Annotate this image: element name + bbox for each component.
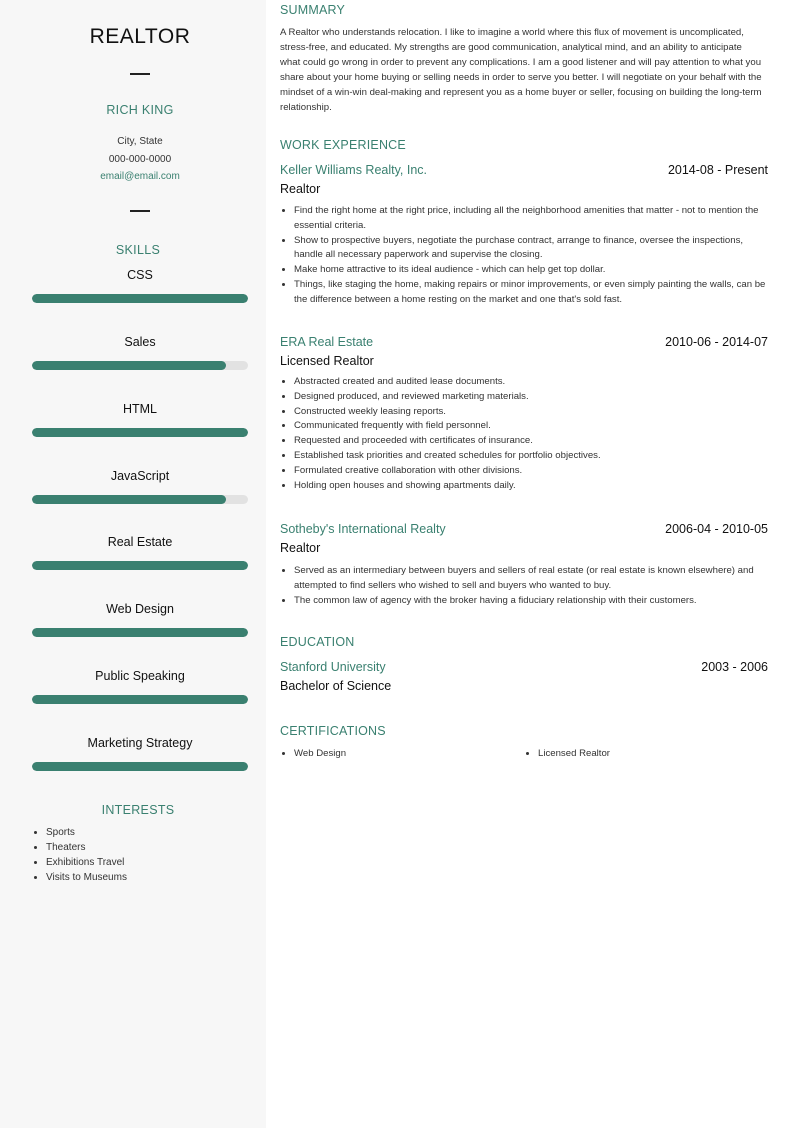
skill-name: HTML <box>122 402 158 416</box>
interests-heading: INTERESTS <box>101 803 175 817</box>
skills-heading: SKILLS <box>115 243 161 257</box>
work-experience-heading: WORK EXPERIENCE <box>280 138 406 152</box>
summary-heading: SUMMARY <box>280 3 346 17</box>
person-name: RICH KING <box>106 103 174 117</box>
list-item: • Things, like staging the home, making repairs or minor improvements, or even simply painting the walls, can be the difference between a home resting on the market and one that's sold fast. <box>294 278 768 308</box>
skill-bar <box>32 294 248 303</box>
skill-name: CSS <box>127 268 153 282</box>
job-role: Realtor <box>280 541 321 555</box>
divider <box>130 210 150 212</box>
list-item: • Served as an intermediary between buyers and sellers of real estate (or real estate is known elsewhere) and attempted to find sellers who wished to sell and buyers who wanted to buy. <box>294 564 768 594</box>
skill-bar <box>32 361 248 370</box>
list-item: • Show to prospective buyers, negotiate the purchase contract, arrange to finance, oversee the inspections, handle all necessary paperwork and supervise the closing. <box>294 234 768 264</box>
skill-bar-fill <box>32 695 248 704</box>
job-role: Licensed Realtor <box>280 354 374 368</box>
summary-text: A Realtor who understands relocation. I like to imagine a world where this flux of movement is uncomplicated, stress-free, and educated. My strengths are good communication, analytical mind, and an ability to anticipate what could go wrong in order to prevent any complications. I am a good listener and will pay attention to what you share about your home buying or selling needs in order to serve you better. I will negotiate on your behalf with the mindset of a win-win deal-making and represent you as a home buyer or seller, focusing on building the long-term relationship. <box>280 27 762 113</box>
job-bullets <box>294 204 768 308</box>
skill-item <box>32 402 248 416</box>
job-dates: 2006-04 - 2010-05 <box>665 522 768 536</box>
divider <box>130 73 150 75</box>
certifications-list <box>294 748 346 759</box>
skill-name: Real Estate <box>107 535 173 549</box>
list-item: • Constructed weekly leasing reports. <box>294 405 768 420</box>
job-dates: 2010-06 - 2014-07 <box>665 335 768 349</box>
list-item: • Web Design <box>294 748 346 759</box>
skill-name: Sales <box>124 335 156 349</box>
skill-bar <box>32 428 248 437</box>
skill-bar-fill <box>32 762 248 771</box>
certifications-list <box>538 748 610 759</box>
skill-bar-fill <box>32 294 248 303</box>
skill-bar-fill <box>32 495 226 504</box>
contact-phone: 000-000-0000 <box>108 154 172 165</box>
education-school: Stanford University <box>280 660 386 674</box>
contact-location: City, State <box>117 136 163 147</box>
job-role: Realtor <box>280 182 321 196</box>
list-item: • Exhibitions Travel <box>46 856 127 871</box>
skill-name: JavaScript <box>110 469 170 483</box>
skill-name: Public Speaking <box>95 669 185 683</box>
job-dates: 2014-08 - Present <box>667 163 768 177</box>
list-item: • Find the right home at the right price, including all the neighborhood amenities that matter - not to mention the essential criteria. <box>294 204 768 234</box>
skill-bar-fill <box>32 628 248 637</box>
education-dates: 2003 - 2006 <box>701 660 768 674</box>
skill-name: Marketing Strategy <box>87 736 193 750</box>
list-item: • Requested and proceeded with certificates of insurance. <box>294 434 768 449</box>
education-heading: EDUCATION <box>280 635 355 649</box>
job-company: Sotheby's International Realty <box>280 522 446 536</box>
skill-bar-fill <box>32 561 248 570</box>
education-degree: Bachelor of Science <box>280 679 392 693</box>
list-item: • Holding open houses and showing apartments daily. <box>294 479 768 494</box>
skill-bar-fill <box>32 361 226 370</box>
skill-name: Web Design <box>106 602 174 616</box>
job-company: ERA Real Estate <box>280 335 374 349</box>
job-bullets <box>294 375 768 493</box>
skill-item <box>32 268 248 282</box>
resume-title: REALTOR <box>89 25 191 48</box>
list-item: • Established task priorities and created schedules for portfolio objectives. <box>294 449 768 464</box>
list-item: • Designed produced, and reviewed marketing materials. <box>294 390 768 405</box>
skill-bar <box>32 561 248 570</box>
skill-item <box>32 535 248 549</box>
list-item: • Visits to Museums <box>46 871 127 886</box>
skill-bar-fill <box>32 428 248 437</box>
skill-item <box>32 335 248 349</box>
skill-item <box>32 736 248 750</box>
skill-bar <box>32 628 248 637</box>
interests-list <box>46 826 127 886</box>
list-item: • Abstracted created and audited lease documents. <box>294 375 768 390</box>
skill-item <box>32 469 248 483</box>
list-item: • Make home attractive to its ideal audience - which can help get top dollar. <box>294 263 768 278</box>
certifications-heading: CERTIFICATIONS <box>280 724 386 738</box>
list-item: • Formulated creative collaboration with other divisions. <box>294 464 768 479</box>
skill-bar <box>32 695 248 704</box>
contact-email-link[interactable]: email@email.com <box>100 171 180 182</box>
skill-bar <box>32 495 248 504</box>
list-item: • The common law of agency with the broker having a fiduciary relationship with their customers. <box>294 594 768 609</box>
list-item: • Sports <box>46 826 127 841</box>
skill-bar <box>32 762 248 771</box>
list-item: • Theaters <box>46 841 127 856</box>
skill-item <box>32 669 248 683</box>
list-item: • Licensed Realtor <box>538 748 610 759</box>
job-bullets <box>294 564 768 608</box>
skill-item <box>32 602 248 616</box>
job-company: Keller Williams Realty, Inc. <box>280 163 428 177</box>
list-item: • Communicated frequently with field personnel. <box>294 419 768 434</box>
